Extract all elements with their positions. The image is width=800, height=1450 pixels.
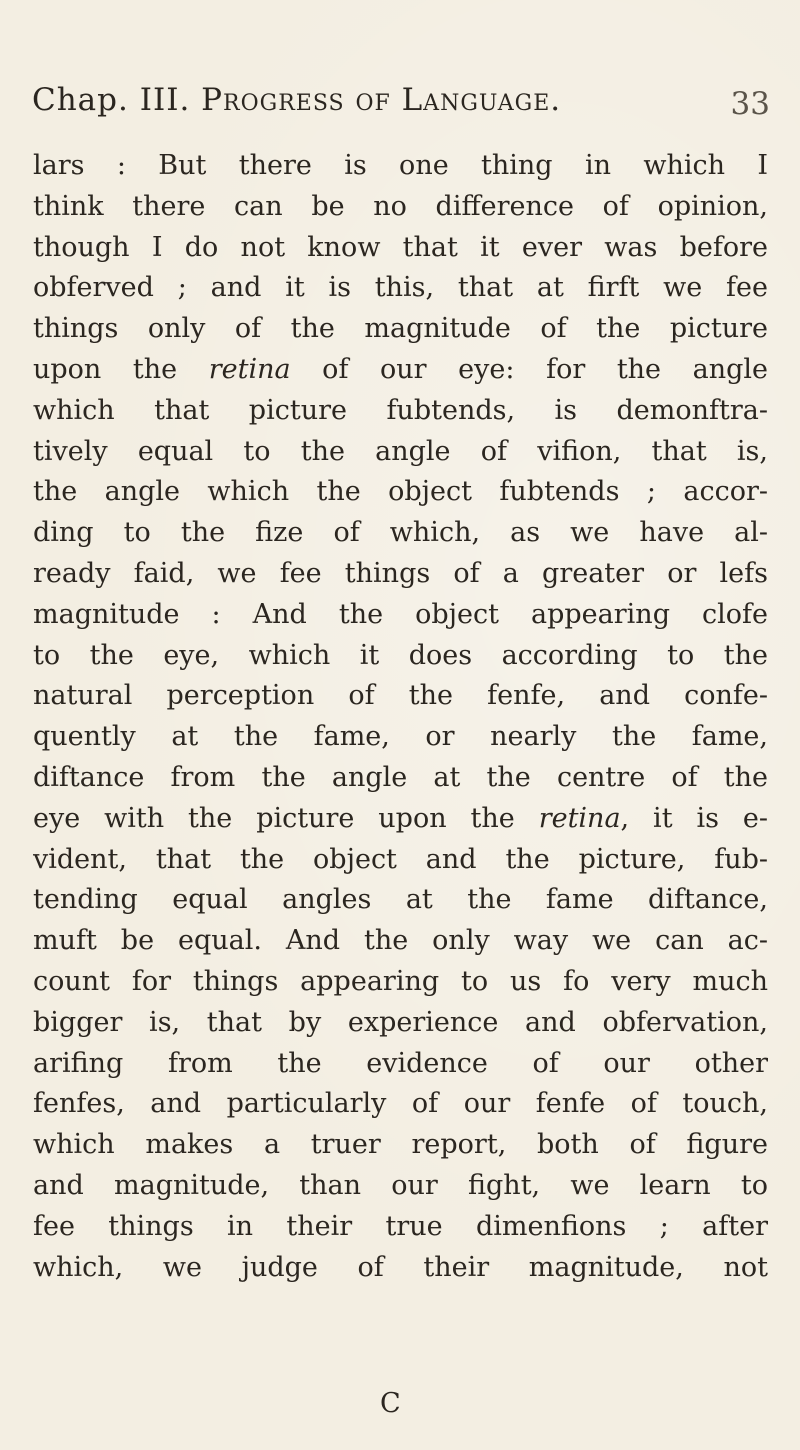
- body-text: [33, 146, 768, 1288]
- text-line: the angle which the object fubtends ; accor-: [33, 476, 768, 508]
- running-title: Progress of Language.: [201, 82, 562, 118]
- page-number: 33: [730, 86, 770, 122]
- text-line: to the eye, which it does according to the: [33, 639, 768, 671]
- text-line: quently at the fame, or nearly the fame,: [33, 721, 768, 753]
- text-line: think there can be no difference of opinion,: [33, 190, 768, 222]
- text-line: diftance from the angle at the centre of the: [33, 761, 768, 793]
- text-line: natural perception of the fenfe, and confe-: [33, 680, 768, 712]
- text-line: tively equal to the angle of vifion, that is,: [33, 435, 768, 467]
- text-line: count for things appearing to us fo very much: [33, 965, 768, 997]
- text-line: and magnitude, than our fight, we learn to: [33, 1169, 768, 1201]
- text-line: though I do not know that it ever was before: [33, 231, 768, 263]
- text-line: obferved ; and it is this, that at firft we fee: [33, 272, 768, 304]
- text-line: upon the retina of our eye: for the angle: [33, 353, 768, 385]
- text-line: magnitude : And the object appearing clofe: [33, 598, 768, 630]
- text-line: which that picture fubtends, is demonftra-: [33, 394, 768, 426]
- text-line: bigger is, that by experience and obfervation,: [33, 1006, 768, 1038]
- text-line: ding to the fize of which, as we have al-: [33, 517, 768, 549]
- text-line: which, we judge of their magnitude, not: [33, 1251, 768, 1283]
- text-line: vident, that the object and the picture, fub-: [33, 843, 768, 875]
- text-line: lars : But there is one thing in which I: [33, 150, 768, 181]
- text-line: things only of the magnitude of the picture: [33, 313, 768, 345]
- text-line: fee things in their true dimenfions ; after: [33, 1210, 768, 1242]
- italic-term: retina: [538, 802, 621, 834]
- text-line: which makes a truer report, both of figure: [33, 1129, 768, 1161]
- text-line: fenfes, and particularly of our fenfe of touch,: [33, 1088, 768, 1120]
- running-header: [32, 82, 772, 132]
- text-line: tending equal angles at the fame diftance,: [33, 884, 768, 916]
- signature-mark: C: [380, 1388, 401, 1419]
- chapter-label: Chap. III.: [32, 82, 191, 118]
- text-line: muft be equal. And the only way we can ac-: [33, 925, 768, 957]
- italic-term: retina: [208, 353, 291, 385]
- text-line: ready faid, we fee things of a greater or lefs: [33, 557, 768, 589]
- text-line: arifing from the evidence of our other: [33, 1047, 768, 1079]
- text-line: eye with the picture upon the retina, it is e-: [33, 802, 768, 834]
